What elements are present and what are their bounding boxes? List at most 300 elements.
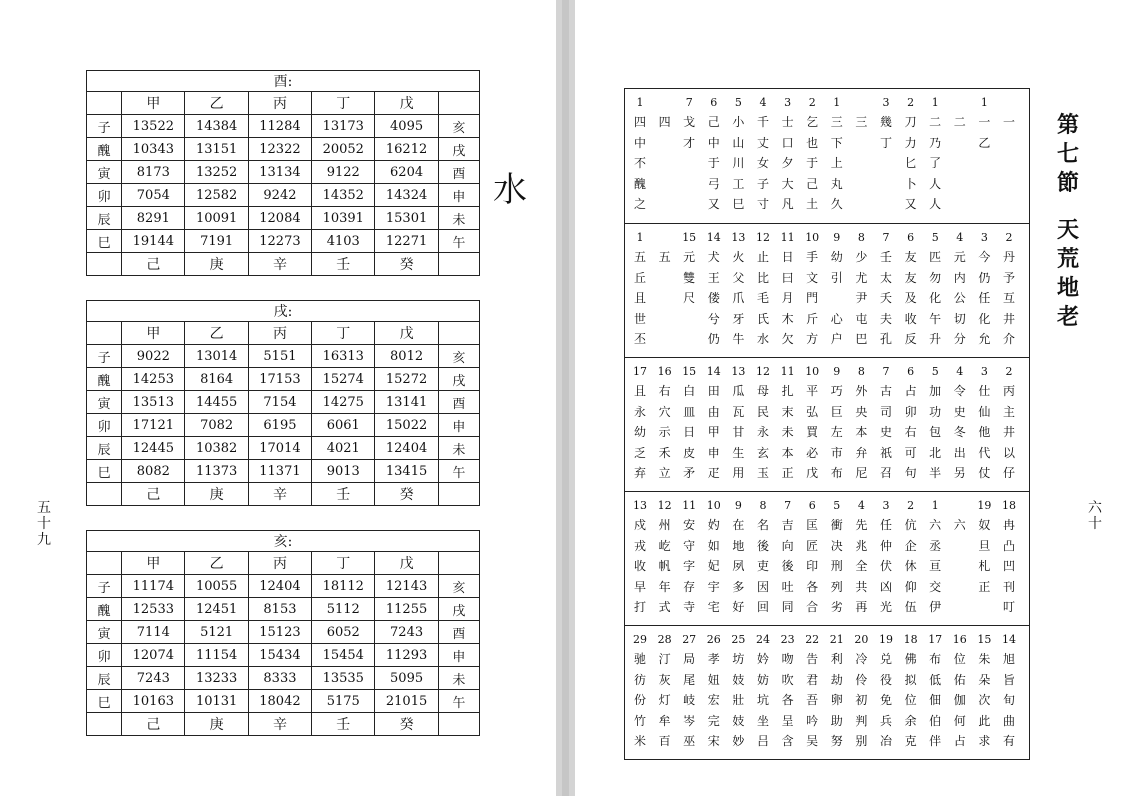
stroke-count <box>949 93 971 112</box>
stroke-count: 4 <box>759 96 767 109</box>
table-cell: 12404 <box>375 437 438 460</box>
character-column <box>850 93 872 133</box>
character-cell: 局 <box>683 652 696 666</box>
stroke-count: 17 <box>633 365 647 378</box>
stroke-count: 19 <box>977 499 992 512</box>
stroke-count: 17 <box>928 633 943 646</box>
character-cell: 牟 <box>658 713 671 728</box>
row-branch-left: 卯 <box>87 184 122 207</box>
table-cell: 14253 <box>122 368 185 391</box>
character-cell: 印 <box>806 559 819 573</box>
character-column <box>924 93 946 215</box>
column-header: 甲 <box>122 552 185 575</box>
character-cell: 占 <box>953 734 966 748</box>
row-branch-left: 寅 <box>87 391 122 414</box>
character-cell: 刀 <box>904 115 917 129</box>
table-cell: 15272 <box>375 368 438 391</box>
row-branch-left: 卯 <box>87 414 122 437</box>
character-column <box>850 362 872 484</box>
character-cell: 岑 <box>683 713 696 728</box>
character-column <box>654 228 676 268</box>
stroke-count: 3 <box>980 231 988 244</box>
table-cell: 12533 <box>122 598 185 621</box>
column-footer: 辛 <box>248 713 311 736</box>
character-cell: 助 <box>830 713 843 728</box>
stroke-count: 11 <box>780 365 795 378</box>
character-column <box>875 496 897 618</box>
character-cell: 包 <box>929 425 942 439</box>
character-cell: 吴 <box>806 734 819 748</box>
character-cell: 任 <box>978 291 991 305</box>
table-cell: 14352 <box>312 184 375 207</box>
stroke-count: 11 <box>780 231 795 244</box>
character-column <box>875 630 897 752</box>
character-cell: 丙 <box>1002 384 1015 398</box>
character-cell: 因 <box>756 579 769 594</box>
character-cell: 不 <box>633 156 646 170</box>
character-column <box>998 496 1020 618</box>
character-cell: 互 <box>1002 291 1015 305</box>
character-cell: 尤 <box>855 270 868 285</box>
character-cell: 欠 <box>781 332 794 346</box>
character-band <box>625 357 1029 492</box>
character-cell: 帆 <box>658 559 671 573</box>
row-branch-right: 申 <box>438 414 479 437</box>
table-row <box>87 667 480 690</box>
stroke-count <box>998 93 1020 112</box>
table-row <box>87 460 480 483</box>
character-cell: 内 <box>953 270 966 285</box>
row-branch-left: 醜 <box>87 598 122 621</box>
character-cell: 火 <box>732 250 745 264</box>
character-cell: 乃 <box>929 135 942 150</box>
table-row <box>87 368 480 391</box>
character-cell: 何 <box>953 713 966 728</box>
character-cell: 伯 <box>929 713 942 728</box>
column-header: 丁 <box>312 552 375 575</box>
table-cell: 11373 <box>185 460 248 483</box>
character-cell: 灯 <box>658 693 671 707</box>
character-cell: 工 <box>732 176 745 191</box>
left-page-number <box>37 500 51 548</box>
footer-corner <box>438 483 479 506</box>
row-branch-left: 巳 <box>87 690 122 713</box>
character-cell: 合 <box>806 600 819 614</box>
character-cell: 三 <box>830 115 843 129</box>
character-cell: 灰 <box>658 672 671 687</box>
character-cell: 百 <box>658 734 671 748</box>
table-cell: 18042 <box>248 690 311 713</box>
section-title-char: 老 <box>1056 304 1079 330</box>
character-cell: 今 <box>978 250 991 264</box>
table-cell: 13535 <box>312 667 375 690</box>
character-column <box>900 362 922 484</box>
stem-table-xu <box>86 300 480 506</box>
table-row <box>87 621 480 644</box>
character-column <box>752 228 774 350</box>
character-cell: 衝 <box>830 518 843 532</box>
character-cell: 友 <box>904 250 917 264</box>
section-title-char: 荒 <box>1056 246 1079 272</box>
character-cell: 丁 <box>879 135 892 150</box>
character-cell: 右 <box>904 425 917 439</box>
character-cell: 户 <box>830 332 843 346</box>
character-cell: 安 <box>683 518 696 532</box>
stroke-count: 10 <box>805 365 820 378</box>
table-cell: 14455 <box>185 391 248 414</box>
character-cell: 卯 <box>904 404 917 419</box>
character-cell: 正 <box>781 466 794 480</box>
stroke-count: 5 <box>833 499 841 512</box>
character-cell: 夫 <box>879 311 892 326</box>
character-cell: 冬 <box>953 425 966 439</box>
character-cell: 全 <box>855 559 868 573</box>
header-corner <box>438 322 479 345</box>
table-cell: 10391 <box>312 207 375 230</box>
table-cell: 15022 <box>375 414 438 437</box>
table-cell: 7154 <box>248 391 311 414</box>
character-cell: 伴 <box>929 734 942 748</box>
character-cell: 汀 <box>658 652 671 666</box>
character-cell: 有 <box>1002 734 1015 748</box>
character-cell: 氏 <box>756 311 769 326</box>
character-cell: 寸 <box>756 197 769 211</box>
character-cell: 叮 <box>1002 600 1015 614</box>
table-cell: 13522 <box>122 115 185 138</box>
table-cell: 8164 <box>185 368 248 391</box>
stroke-count: 3 <box>784 96 792 109</box>
character-cell: 代 <box>978 445 991 460</box>
table-cell: 13151 <box>185 138 248 161</box>
table-cell: 17014 <box>248 437 311 460</box>
table-cell: 9242 <box>248 184 311 207</box>
character-cell: 刊 <box>1002 579 1015 594</box>
table-cell: 10091 <box>185 207 248 230</box>
character-cell: 中 <box>707 135 720 150</box>
column-header: 甲 <box>122 92 185 115</box>
character-cell: 可 <box>904 445 917 460</box>
character-cell: 凸 <box>1002 538 1015 553</box>
character-cell: 于 <box>806 156 819 170</box>
character-cell: 乏 <box>633 445 646 460</box>
table-cell: 5095 <box>375 667 438 690</box>
character-cell: 弓 <box>707 176 720 191</box>
table-cell: 12074 <box>122 644 185 667</box>
character-cell: 曲 <box>1002 713 1015 728</box>
character-column <box>654 630 676 752</box>
character-cell: 孔 <box>879 332 892 346</box>
row-branch-left: 巳 <box>87 230 122 253</box>
character-cell: 瓜 <box>732 384 745 398</box>
table-cell: 4103 <box>312 230 375 253</box>
character-column <box>900 93 922 215</box>
row-branch-right: 酉 <box>438 391 479 414</box>
stroke-count: 1 <box>636 231 644 244</box>
character-cell: 仗 <box>978 466 991 480</box>
character-cell: 州 <box>658 518 671 532</box>
table-cell: 12271 <box>375 230 438 253</box>
character-cell: 日 <box>781 250 794 264</box>
character-cell: 瓦 <box>732 404 745 419</box>
character-cell: 朵 <box>978 672 991 687</box>
character-column <box>629 228 651 350</box>
column-footer: 己 <box>122 253 185 276</box>
character-cell: 弘 <box>806 404 819 419</box>
character-cell: 仔 <box>1002 466 1015 480</box>
character-column <box>875 362 897 484</box>
table-cell: 13415 <box>375 460 438 483</box>
character-cell: 之 <box>633 197 646 211</box>
column-header: 丁 <box>312 322 375 345</box>
section-title <box>1052 111 1084 332</box>
character-cell: 佃 <box>929 693 942 707</box>
character-cell: 低 <box>929 672 942 687</box>
character-column <box>973 362 995 484</box>
character-cell: 門 <box>806 291 819 305</box>
character-cell: 六 <box>929 518 942 532</box>
table-row <box>87 690 480 713</box>
gutter-scrollbar[interactable] <box>562 0 569 796</box>
stroke-count: 10 <box>706 499 721 512</box>
table-cell: 5121 <box>185 621 248 644</box>
stroke-count: 18 <box>1002 499 1016 512</box>
character-cell: 巨 <box>830 404 843 419</box>
character-band <box>625 625 1029 760</box>
character-cell: 右 <box>658 384 671 398</box>
table-cell: 13252 <box>185 161 248 184</box>
character-cell: 米 <box>633 734 646 748</box>
page-number-char: 十 <box>37 516 51 532</box>
character-cell: 屹 <box>658 538 671 553</box>
stroke-count: 8 <box>857 365 865 378</box>
stroke-count: 14 <box>1002 633 1016 646</box>
character-column <box>850 496 872 618</box>
table-cell: 19144 <box>122 230 185 253</box>
character-cell: 拟 <box>904 672 917 687</box>
character-cell <box>973 597 995 618</box>
table-cell: 15301 <box>375 207 438 230</box>
table-cell: 13513 <box>122 391 185 414</box>
character-cell: 另 <box>953 466 966 480</box>
table-row <box>87 138 480 161</box>
character-cell: 反 <box>904 332 917 346</box>
character-column <box>678 630 700 752</box>
stroke-count: 2 <box>1005 231 1013 244</box>
page-number-char: 六 <box>1088 500 1102 516</box>
column-header: 丙 <box>248 552 311 575</box>
character-cell: 位 <box>904 693 917 707</box>
character-cell: 司 <box>879 404 892 419</box>
character-column <box>629 93 651 215</box>
page-number-char: 九 <box>37 532 51 548</box>
character-column <box>727 362 749 484</box>
character-cell: 任 <box>879 518 892 532</box>
table-row <box>87 161 480 184</box>
character-cell: 名 <box>756 518 769 532</box>
character-cell: 再 <box>855 600 868 614</box>
character-cell: 升 <box>929 332 942 346</box>
row-branch-right: 未 <box>438 667 479 690</box>
character-cell: 妙 <box>732 734 745 748</box>
character-cell: 疋 <box>707 466 720 480</box>
table-cell: 11371 <box>248 460 311 483</box>
character-cell: 六 <box>953 518 966 532</box>
table-row <box>87 207 480 230</box>
character-cell: 土 <box>806 197 819 211</box>
character-cell: 旨 <box>1002 672 1015 687</box>
table-cell: 11154 <box>185 644 248 667</box>
character-cell: 永 <box>633 404 646 419</box>
table-cell: 11284 <box>248 115 311 138</box>
stem-table-you <box>86 70 480 276</box>
table-cell: 12404 <box>248 575 311 598</box>
row-branch-left: 巳 <box>87 460 122 483</box>
character-column <box>777 630 799 752</box>
table-cell: 12451 <box>185 598 248 621</box>
character-cell: 牛 <box>732 332 745 346</box>
table-cell: 10163 <box>122 690 185 713</box>
stroke-count: 14 <box>706 231 721 244</box>
character-cell: 屯 <box>855 311 868 326</box>
character-cell: 久 <box>830 197 843 211</box>
character-cell: 共 <box>855 579 868 594</box>
stroke-count: 8 <box>857 231 865 244</box>
character-cell: 戎 <box>633 538 646 553</box>
character-column <box>727 228 749 350</box>
table-cell: 11293 <box>375 644 438 667</box>
character-cell: 又 <box>707 197 720 211</box>
stroke-count: 16 <box>952 633 967 646</box>
table-row <box>87 184 480 207</box>
character-cell: 寺 <box>683 600 696 614</box>
character-column <box>703 496 725 618</box>
stroke-count: 10 <box>805 231 820 244</box>
character-cell: 出 <box>953 445 966 460</box>
character-cell: 努 <box>830 734 843 748</box>
character-cell: 半 <box>929 466 942 480</box>
character-cell: 子 <box>756 176 769 191</box>
character-cell: 分 <box>953 332 966 346</box>
character-cell: 正 <box>978 579 991 594</box>
character-column <box>801 228 823 350</box>
character-cell: 宏 <box>707 693 720 707</box>
character-column <box>826 362 848 484</box>
character-cell: 布 <box>830 466 843 480</box>
character-cell: 矛 <box>683 466 696 480</box>
character-column <box>777 93 799 215</box>
row-branch-left: 寅 <box>87 161 122 184</box>
element-label: 水 <box>493 170 527 210</box>
character-cell: 中 <box>633 135 646 150</box>
character-cell: 吻 <box>781 652 794 666</box>
character-cell: 祇 <box>879 445 892 460</box>
character-cell: 交 <box>929 579 942 594</box>
stroke-count: 7 <box>784 499 792 512</box>
character-cell: 妃 <box>707 559 720 573</box>
character-column <box>752 362 774 484</box>
column-footer: 己 <box>122 483 185 506</box>
character-cell: 求 <box>978 734 991 748</box>
character-cell: 毛 <box>756 291 769 305</box>
character-cell: 大 <box>781 176 794 191</box>
character-cell: 井 <box>1002 425 1015 439</box>
table-cell: 14275 <box>312 391 375 414</box>
stroke-count: 4 <box>857 499 865 512</box>
stroke-count: 3 <box>882 499 890 512</box>
character-column <box>850 630 872 752</box>
footer-corner <box>87 713 122 736</box>
stroke-count: 11 <box>682 499 697 512</box>
table-cell: 15123 <box>248 621 311 644</box>
character-cell: 尾 <box>683 672 696 687</box>
character-cell: 三 <box>855 115 868 129</box>
table-cell: 7191 <box>185 230 248 253</box>
table-cell: 12143 <box>375 575 438 598</box>
character-cell: 吏 <box>756 559 769 573</box>
character-cell: 坊 <box>732 652 745 666</box>
stem-table-hai <box>86 530 480 736</box>
character-cell: 化 <box>929 291 942 305</box>
stroke-count: 15 <box>682 231 697 244</box>
header-corner <box>438 92 479 115</box>
stroke-count: 12 <box>756 231 770 244</box>
character-column <box>924 630 946 752</box>
table-cell: 12445 <box>122 437 185 460</box>
character-cell: 次 <box>978 693 991 707</box>
row-branch-right: 酉 <box>438 621 479 644</box>
row-branch-right: 申 <box>438 644 479 667</box>
table-cell: 8291 <box>122 207 185 230</box>
character-band <box>625 491 1029 626</box>
column-header: 丙 <box>248 322 311 345</box>
character-column <box>703 228 725 350</box>
stroke-count: 6 <box>710 96 718 109</box>
table-row <box>87 345 480 368</box>
character-cell: 世 <box>633 311 646 326</box>
footer-corner <box>438 253 479 276</box>
character-cell: 乞 <box>806 115 819 129</box>
character-cell: 句 <box>904 466 917 480</box>
character-column <box>973 228 995 350</box>
character-cell: 坐 <box>756 713 769 728</box>
stroke-count: 7 <box>882 231 890 244</box>
character-cell: 吾 <box>806 693 819 707</box>
character-cell: 元 <box>683 250 696 264</box>
column-footer: 壬 <box>312 253 375 276</box>
table-cell: 8153 <box>248 598 311 621</box>
character-cell: 主 <box>1002 404 1015 419</box>
table-row <box>87 414 480 437</box>
character-cell: 本 <box>781 445 794 460</box>
character-cell: 完 <box>707 713 720 728</box>
table-cell: 6195 <box>248 414 311 437</box>
character-cell: 犬 <box>707 250 720 264</box>
table-cell: 7243 <box>122 667 185 690</box>
character-cell: 他 <box>978 425 991 439</box>
table-cell: 5112 <box>312 598 375 621</box>
character-cell: 各 <box>781 693 794 707</box>
character-cell: 止 <box>756 250 769 264</box>
character-cell: 占 <box>904 384 917 398</box>
character-cell: 匹 <box>929 250 942 264</box>
character-cell: 太 <box>879 270 892 285</box>
character-cell: 匡 <box>806 518 819 532</box>
character-cell: 竹 <box>633 713 646 728</box>
character-cell: 木 <box>781 311 794 326</box>
character-cell: 妞 <box>707 672 720 687</box>
character-column <box>924 362 946 484</box>
stroke-count: 13 <box>731 231 746 244</box>
